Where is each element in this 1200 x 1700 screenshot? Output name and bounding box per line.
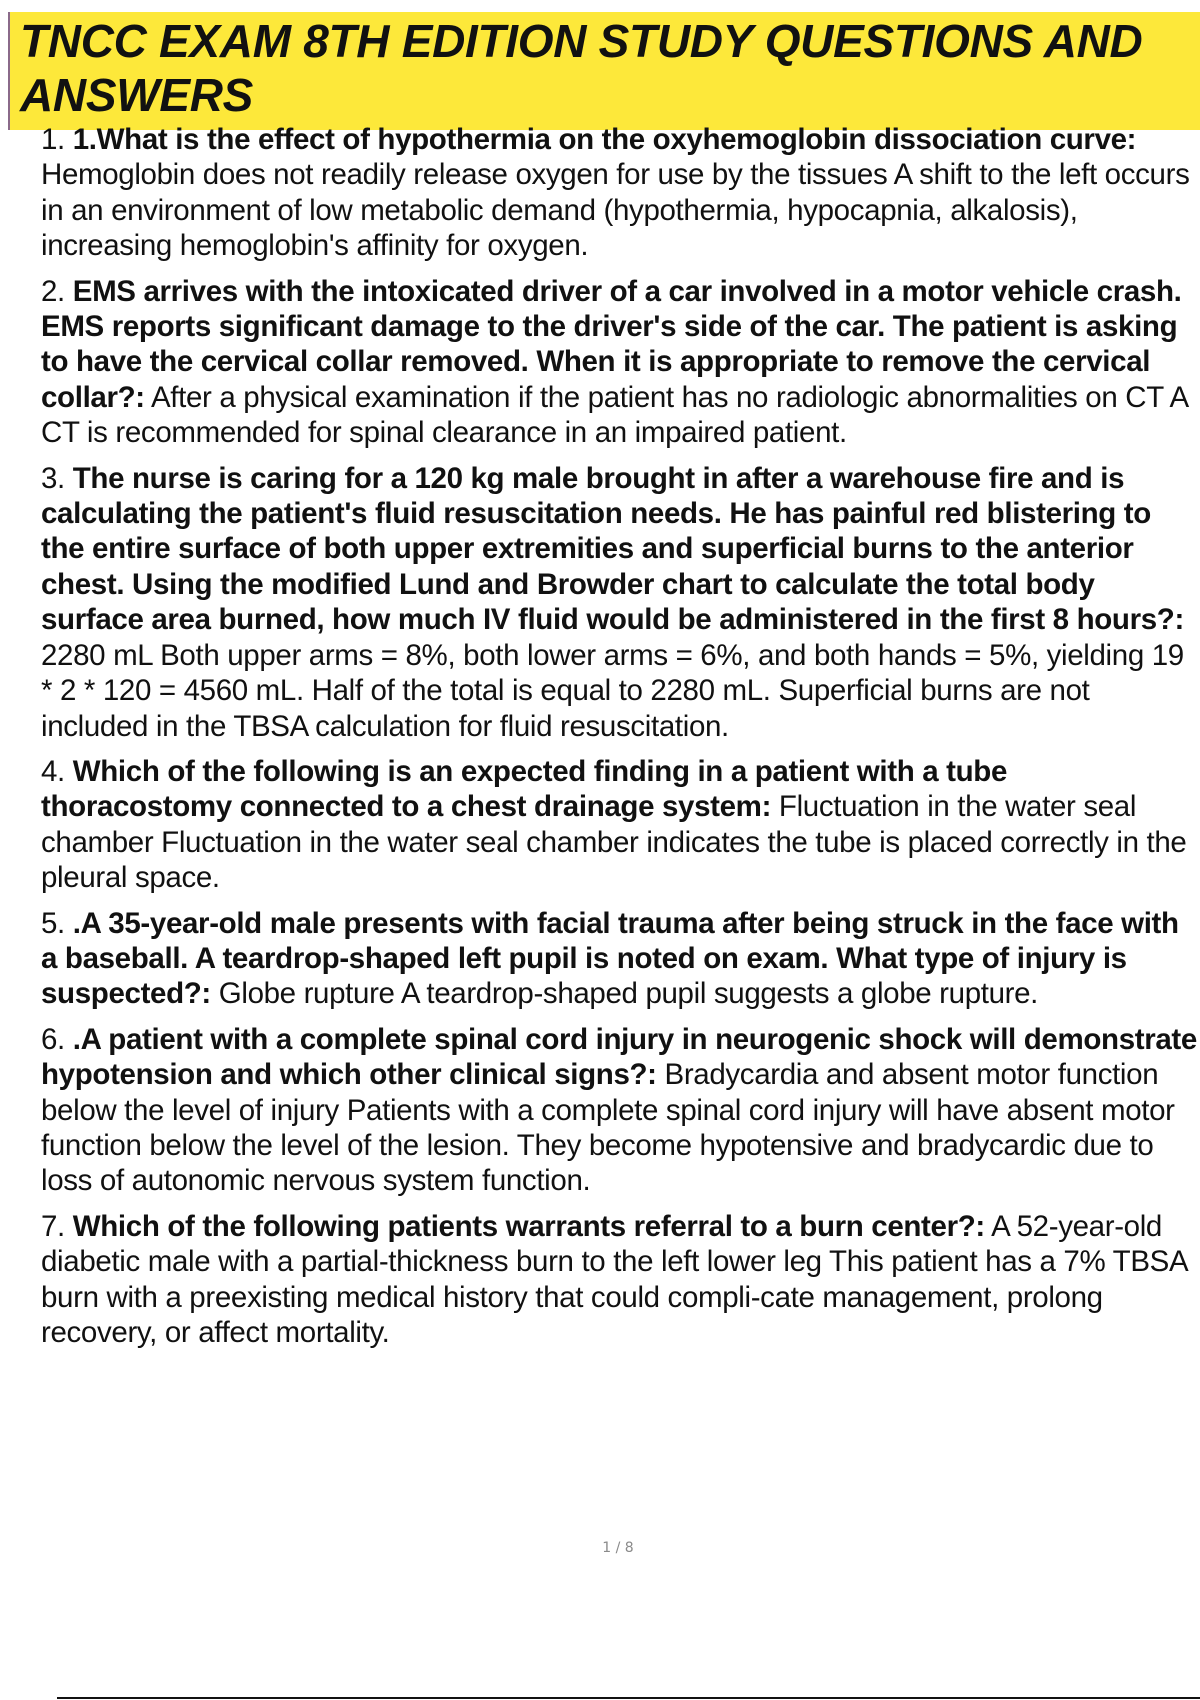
question-item-2 <box>41 274 1200 451</box>
question-text: The nurse is caring for a 120 kg male brought in after a warehouse fire and is calculating the patient's fluid resuscitation needs. He has painful red blistering to the entire surface of both upper extremities and superficial burns to the anterior chest. Using the modified Lund and Browder chart to calculate the total body surface area burned, how much IV fluid would be administered in the first 8 hours?: <box>41 461 1184 637</box>
question-text: .A patient with a complete spinal cord injury in neurogenic shock will demonstrate hypotension and which other clinical signs?: <box>41 1022 1197 1092</box>
question-item-6 <box>41 1022 1200 1199</box>
page-indicator: 1 / 8 <box>602 1540 634 1556</box>
answer-text: Fluctuation in the water seal chamber Fluctuation in the water seal chamber indicates the tube is placed correctly in the pleural space. <box>41 790 1187 895</box>
question-number: 7. <box>41 1209 73 1243</box>
question-text: Which of the following is an expected finding in a patient with a tube thoracostomy connected to a chest drainage system: <box>41 754 1008 824</box>
question-number: 5. <box>41 906 73 940</box>
question-text: Which of the following patients warrants referral to a burn center?: <box>72 1209 985 1243</box>
answer-text: Bradycardia and absent motor function below the level of injury Patients with a complete spinal cord injury will have absent motor function below the level of the lesion. They become hypotensive and bradycardic due to loss of autonomic nervous system function. <box>41 1058 1175 1198</box>
question-number: 4. <box>41 754 73 788</box>
question-text: .A 35-year-old male presents with facial trauma after being struck in the face with a baseball. A teardrop-shaped left pupil is noted on exam. What type of injury is suspected?: <box>41 906 1179 1011</box>
answer-text: 2280 mL Both upper arms = 8%, both lower arms = 6%, and both hands = 5%, yielding 19 * 2 * 120 = 4560 mL. Half of the total is equal to 2280 mL. Superficial burns are not included in the TBSA calculation for fluid resuscitation. <box>41 638 1184 743</box>
question-item-7 <box>41 1209 1200 1351</box>
question-list <box>41 122 1200 1360</box>
question-text: 1.What is the effect of hypothermia on the oxyhemoglobin dissociation curve: <box>72 123 1137 156</box>
question-item-3 <box>41 461 1200 744</box>
question-number: 3. <box>41 461 73 495</box>
question-item-1 <box>41 122 1200 264</box>
answer-text: Hemoglobin does not readily release oxygen for use by the tissues A shift to the left occurs in an environment of low metabolic demand (hypothermia, hypocapnia, alkalosis), increasing hemoglobin's affinity for oxygen. <box>41 158 1190 263</box>
answer-text: A 52-year-old diabetic male with a partial-thickness burn to the left lower leg This patient has a 7% TBSA burn with a preexisting medical history that could compli-cate management, prolong recovery, or affect mortality. <box>41 1209 1187 1349</box>
question-item-4 <box>41 754 1200 896</box>
title-line-1: TNCC EXAM 8TH EDITION STUDY QUESTIONS AND <box>20 15 1143 67</box>
title-line-2: ANSWERS <box>20 69 254 121</box>
answer-text: Globe rupture A teardrop-shaped pupil suggests a globe rupture. <box>210 977 1039 1011</box>
question-number: 2. <box>41 274 73 308</box>
answer-text: After a physical examination if the patient has no radiologic abnormalities on CT A CT is recommended for spinal clearance in an impaired patient. <box>41 380 1188 450</box>
title-banner <box>8 12 1200 130</box>
question-item-5 <box>41 906 1200 1012</box>
question-text: EMS arrives with the intoxicated driver of a car involved in a motor vehicle crash. EMS reports significant damage to the driver's side of the car. The patient is asking to have the cervical collar removed. When it is appropriate to remove the cervical collar?: <box>41 274 1182 414</box>
footer-divider <box>57 1697 1200 1699</box>
question-number: 1. <box>41 123 73 156</box>
document-title <box>20 14 1142 122</box>
question-number: 6. <box>41 1022 73 1056</box>
